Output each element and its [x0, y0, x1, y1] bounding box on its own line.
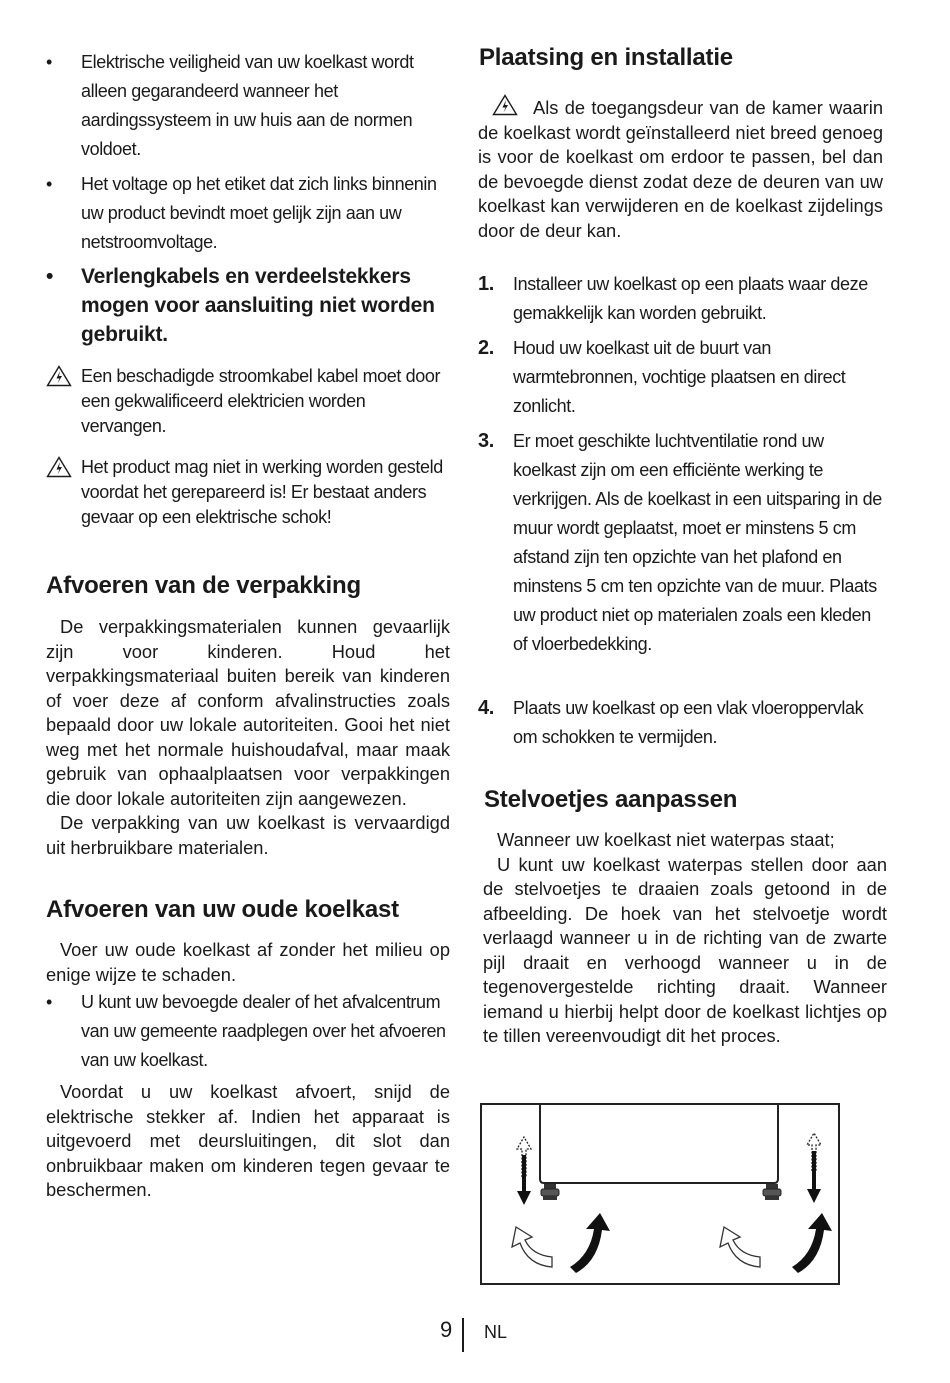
page-number: 9 [440, 1317, 453, 1342]
bullet-marker: • [46, 265, 54, 288]
counterclockwise-arrow-icon [512, 1227, 552, 1267]
warning-text: Het product mag niet in werking worden gesteld voordat het gerepareerd is! Er bestaat anders gevaar op een elektrische schok! [81, 457, 443, 527]
section-title-packaging: Afvoeren van de verpakking [46, 572, 361, 599]
warning-triangle-icon [46, 365, 72, 387]
bullet-marker: • [46, 174, 52, 194]
left-adjustable-foot [541, 1184, 559, 1200]
installation-warning [478, 96, 883, 243]
list-number: 1. [478, 273, 494, 295]
language-code: NL [484, 1322, 508, 1342]
list-number: 4. [478, 697, 494, 719]
list-text: Houd uw koelkast uit de buurt van warmtebronnen, vochtige plaatsen en direct zonlicht. [513, 338, 846, 416]
bullet-marker: • [46, 52, 52, 72]
section-title-old-fridge: Afvoeren van uw oude koelkast [46, 896, 399, 923]
paragraph: De verpakking van uw koelkast is vervaardigd uit herbruikbare materialen. [46, 812, 450, 858]
bullet-text: U kunt uw bevoegde dealer of het afvalcentrum van uw gemeente raadplegen over het afvoeren van uw koelkast. [81, 992, 446, 1070]
old-fridge-intro [46, 938, 450, 987]
down-arrow-icon [807, 1151, 821, 1203]
warning-text: Een beschadigde stroomkabel kabel moet door een gekwalificeerd elektricien worden vervangen. [81, 366, 441, 436]
bullet-text: Elektrische veiligheid van uw koelkast wordt alleen gegarandeerd wanneer het aardingssysteem in uw huis aan de normen voldoet. [81, 52, 414, 159]
list-number: 2. [478, 337, 494, 359]
footer-divider [462, 1318, 464, 1352]
feet-text [483, 828, 887, 1049]
paragraph: U kunt uw koelkast waterpas stellen door aan de stelvoetjes te draaien zoals getoond in de afbeelding. De hoek van het stelvoetje wordt verlaagd wanneer u in de richting van de zwarte pijl draait en verhoogd wanneer u in de tegenovergestelde richting draait. Wanneer iemand u hierbij helpt door de koelkast lichtjes op te tillen vereenvoudigt dit het proces. [483, 853, 887, 1046]
clockwise-arrow-icon [570, 1213, 610, 1273]
right-adjustable-foot [763, 1184, 781, 1200]
paragraph: Voer uw oude koelkast af zonder het milieu op enige wijze te schaden. [46, 939, 450, 985]
paragraph: Wanneer uw koelkast niet waterpas staat; [497, 829, 835, 850]
packaging-text [46, 615, 450, 860]
paragraph: De verpakkingsmaterialen kunnen gevaarlijk zijn voor kinderen. Houd het verpakkingsmateriaal buiten bereik van kinderen of voer deze af conform afvalinstructies zoals bepaald door uw lokale autoriteiten. Gooi het niet weg met het normale huishoudafval, maar maak gebruik van ophaalplaatsen voor verpakkingen die door lokale autoriteiten zijn aangewezen. [46, 616, 450, 809]
bullet-marker: • [46, 992, 52, 1012]
down-arrow-icon [517, 1155, 531, 1205]
section-title-installation: Plaatsing en installatie [479, 44, 733, 71]
fridge-feet-drawing [482, 1105, 838, 1283]
warning-triangle-icon [46, 456, 72, 478]
list-number: 3. [478, 430, 494, 452]
bullet-text: Het voltage op het etiket dat zich links binnenin uw product bevindt moet gelijk zijn aan uw netstroomvoltage. [81, 174, 437, 252]
clockwise-arrow-icon [792, 1213, 832, 1273]
leveling-feet-illustration [480, 1103, 840, 1285]
counterclockwise-arrow-icon [720, 1227, 760, 1267]
list-text: Er moet geschikte luchtventilatie rond uw koelkast zijn om een efficiënte werking te verkrijgen. Als de koelkast in een uitsparing in de muur wordt geplaatst, moet er minstens 5 cm afstand zijn ten opzichte van het plafond en minstens 5 cm ten opzichte van de muur. Plaats uw product niet op materialen zoals een kleden of vloerbedekking. [513, 431, 882, 654]
old-fridge-text [46, 1080, 450, 1203]
list-text: Plaats uw koelkast op een vlak vloeroppervlak om schokken te vermijden. [513, 698, 864, 747]
bullet-text: Verlengkabels en verdeelstekkers mogen voor aansluiting niet worden gebruikt. [81, 265, 435, 346]
list-text: Installeer uw koelkast op een plaats waar deze gemakkelijk kan worden gebruikt. [513, 274, 868, 323]
paragraph: Als de toegangsdeur van de kamer waarin de koelkast wordt geïnstalleerd niet breed genoeg is voor de koelkast om erdoor te passen, bel dan de bevoegde dienst zodat deze de deuren van uw koelkast kan verwijderen en de koelkast zijdelings door de deur kan. [478, 97, 883, 241]
section-title-feet: Stelvoetjes aanpassen [484, 786, 738, 813]
paragraph: Voordat u uw koelkast afvoert, snijd de elektrische stekker af. Indien het apparaat is uitgevoerd met deursluitingen, dit slot dan onbruikbaar maken om kinderen tegen gevaar te beschermen. [46, 1081, 450, 1200]
